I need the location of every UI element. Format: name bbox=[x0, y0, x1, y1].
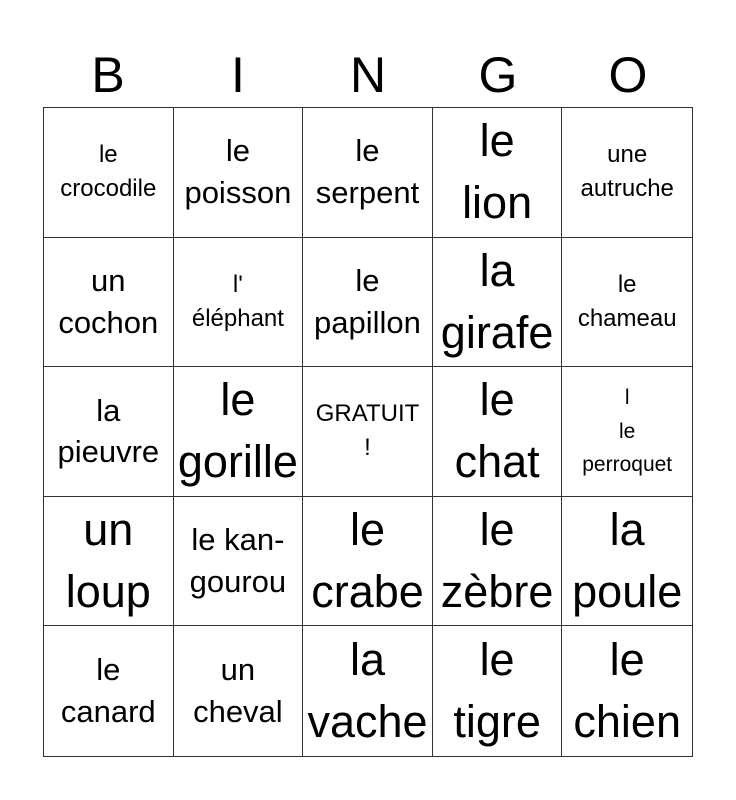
bingo-cell[interactable]: le lion bbox=[433, 108, 563, 238]
bingo-cell[interactable]: le crabe bbox=[303, 497, 433, 627]
header-letter-g: G bbox=[478, 47, 518, 103]
bingo-cell[interactable]: le papillon bbox=[303, 238, 433, 368]
bingo-cell[interactable]: le gorille bbox=[174, 367, 304, 497]
bingo-cell[interactable]: un loup bbox=[44, 497, 174, 627]
bingo-cell[interactable]: le chameau bbox=[562, 238, 692, 368]
bingo-cell[interactable]: l le perroquet bbox=[562, 367, 692, 497]
bingo-cell[interactable]: le chat bbox=[433, 367, 563, 497]
header-letter-i: I bbox=[231, 47, 245, 103]
header-letter-n: N bbox=[349, 47, 387, 103]
bingo-cell[interactable]: une autruche bbox=[562, 108, 692, 238]
bingo-cell[interactable]: le crocodile bbox=[44, 108, 174, 238]
bingo-cell[interactable]: le canard bbox=[44, 626, 174, 756]
bingo-cell[interactable]: la girafe bbox=[433, 238, 563, 368]
bingo-cell[interactable]: la pieuvre bbox=[44, 367, 174, 497]
bingo-cell[interactable]: le zèbre bbox=[433, 497, 563, 627]
bingo-cell[interactable]: la vache bbox=[303, 626, 433, 756]
bingo-cell[interactable]: le chien bbox=[573, 634, 681, 748]
bingo-cell[interactable]: un cheval bbox=[174, 626, 304, 756]
bingo-cell[interactable]: l' éléphant bbox=[174, 238, 304, 368]
bingo-cell[interactable]: la poule bbox=[562, 497, 692, 627]
bingo-cell[interactable]: GRATUIT ! bbox=[303, 367, 433, 497]
header-letter-o: O bbox=[608, 47, 648, 103]
bingo-cell[interactable]: le tigre bbox=[433, 626, 563, 756]
bingo-cell[interactable]: le serpent bbox=[303, 108, 433, 238]
bingo-cell[interactable]: un cochon bbox=[44, 238, 174, 368]
bingo-header bbox=[43, 45, 693, 105]
bingo-cell[interactable]: le kan- gourou bbox=[174, 497, 304, 627]
bingo-cell[interactable]: le poisson bbox=[174, 108, 304, 238]
header-letter-b: B bbox=[91, 47, 125, 103]
bingo-board bbox=[43, 107, 693, 757]
